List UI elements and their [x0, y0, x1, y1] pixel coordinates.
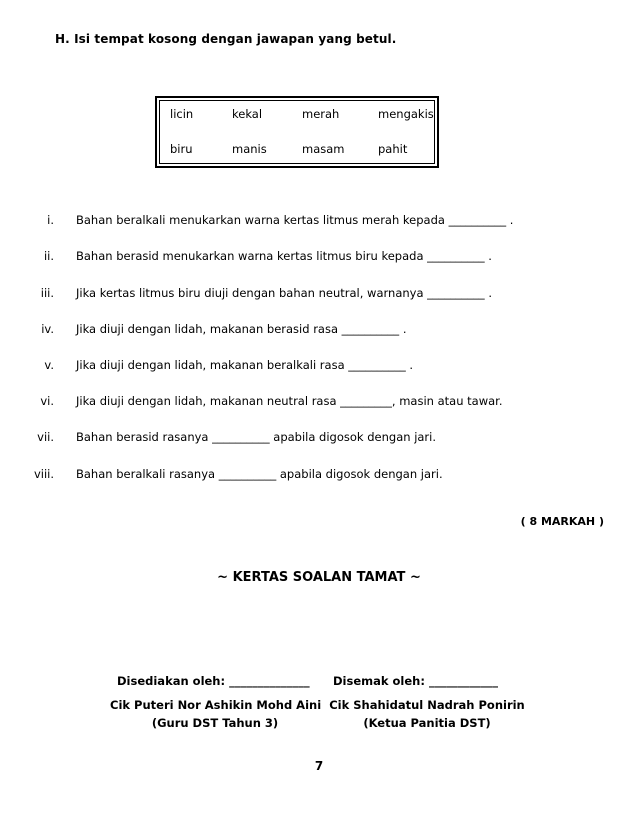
word-bank-item: manis — [232, 142, 267, 156]
word-bank-item: masam — [302, 142, 345, 156]
word-bank-item: pahit — [378, 142, 408, 156]
question-text: Jika diuji dengan lidah, makanan beralkali rasa __________ . — [76, 358, 414, 372]
question-text: Jika diuji dengan lidah, makanan neutral rasa _________, masin atau tawar. — [76, 394, 503, 408]
checked-by-role: (Ketua Panitia DST) — [363, 716, 491, 730]
question-number: ii. — [43, 249, 54, 263]
marks-label: ( 8 MARKAH ) — [520, 515, 604, 528]
question-number: i. — [47, 213, 54, 227]
word-bank-item: biru — [170, 142, 193, 156]
question-text: Bahan beralkali menukarkan warna kertas litmus merah kepada __________ . — [76, 213, 514, 227]
prepared-by-label: Disediakan oleh: ______________ — [117, 674, 310, 688]
word-bank-item: mengakis — [378, 107, 434, 121]
word-bank-item: licin — [170, 107, 194, 121]
end-of-paper-title: ~ KERTAS SOALAN TAMAT ~ — [217, 570, 421, 585]
section-heading: H. Isi tempat kosong dengan jawapan yang betul. — [55, 32, 397, 46]
question-number: viii. — [33, 467, 54, 481]
question-text: Bahan berasid menukarkan warna kertas litmus biru kepada __________ . — [76, 249, 492, 263]
question-text: Bahan beralkali rasanya __________ apabila digosok dengan jari. — [76, 467, 443, 481]
question-number: iii. — [40, 286, 54, 300]
question-number: iv. — [41, 322, 54, 336]
prepared-by-name: Cik Puteri Nor Ashikin Mohd Aini — [110, 698, 322, 712]
checked-by-name: Cik Shahidatul Nadrah Ponirin — [329, 698, 525, 712]
question-text: Jika diuji dengan lidah, makanan berasid rasa __________ . — [76, 322, 407, 336]
question-number: v. — [44, 358, 54, 372]
checked-by-label: Disemak oleh: ____________ — [333, 674, 498, 688]
word-bank-box — [155, 96, 439, 168]
page-number: 7 — [314, 759, 324, 773]
word-bank-item: kekal — [232, 107, 263, 121]
question-number: vii. — [37, 430, 54, 444]
question-text: Jika kertas litmus biru diuji dengan bahan neutral, warnanya __________ . — [76, 286, 492, 300]
word-bank-item: merah — [302, 107, 340, 121]
prepared-by-role: (Guru DST Tahun 3) — [151, 716, 279, 730]
question-number: vi. — [40, 394, 54, 408]
question-text: Bahan berasid rasanya __________ apabila digosok dengan jari. — [76, 430, 437, 444]
